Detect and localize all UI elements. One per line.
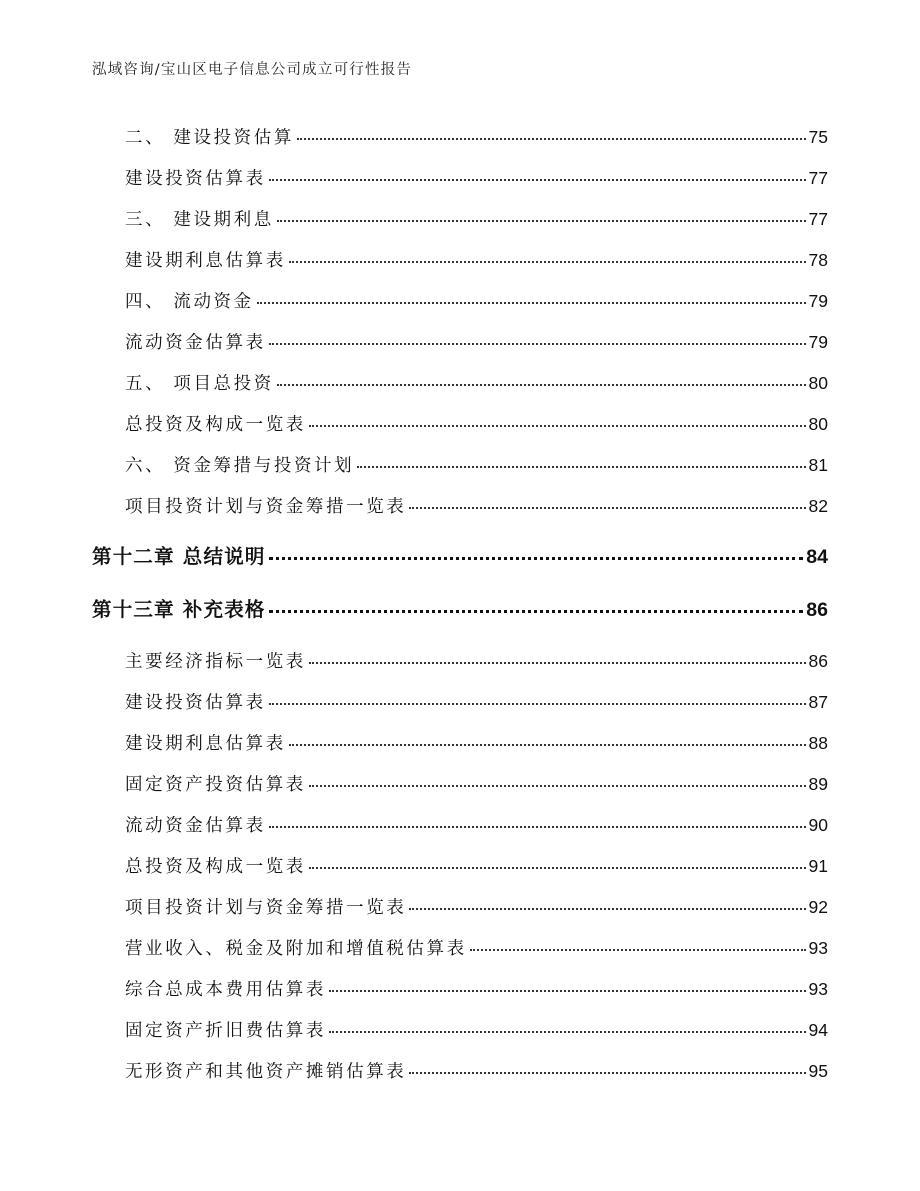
toc-entry-title: 建设投资估算表 [125, 693, 266, 713]
toc-dot-leader [409, 907, 805, 910]
toc-dot-leader [269, 342, 806, 345]
toc-entry-page: 86 [808, 651, 828, 671]
toc-entry-title: 固定资产折旧费估算表 [125, 1021, 326, 1041]
toc-dot-leader [309, 661, 806, 664]
toc-dot-leader [329, 989, 806, 992]
toc-entry-title: 无形资产和其他资产摊销估算表 [125, 1062, 407, 1082]
toc-dot-leader [470, 948, 806, 951]
toc-dot-leader [269, 825, 806, 828]
toc-entry-page: 91 [808, 856, 828, 876]
toc-dot-leader [357, 465, 805, 468]
toc-dot-leader [269, 609, 804, 613]
toc-entry-page: 79 [808, 332, 828, 352]
toc-entry-title: 建设期利息估算表 [125, 734, 286, 754]
toc-chapter-page: 86 [806, 599, 828, 621]
toc-entry-page: 77 [808, 209, 828, 229]
toc-chapter-page: 84 [806, 546, 828, 568]
toc-entry-page: 79 [808, 291, 828, 311]
toc-entry[interactable] [125, 812, 828, 837]
toc-entry[interactable] [125, 771, 828, 796]
toc-entry-page: 89 [808, 774, 828, 794]
toc-dot-leader [257, 301, 806, 304]
toc-dot-leader [269, 178, 806, 181]
toc-entry-title: 五、 项目总投资 [125, 374, 274, 394]
toc-chapter-title: 第十二章 总结说明 [92, 545, 266, 568]
toc-entry-title: 流动资金估算表 [125, 333, 266, 353]
toc-entry-page: 87 [808, 692, 828, 712]
toc-entry-page: 92 [808, 897, 828, 917]
toc-dot-leader [289, 743, 806, 746]
toc-dot-leader [409, 1071, 805, 1074]
toc-entry-title: 四、 流动资金 [125, 292, 254, 312]
toc-entry[interactable] [125, 976, 828, 1001]
toc-entry-page: 90 [808, 815, 828, 835]
toc-dot-leader [277, 219, 806, 222]
toc-entry[interactable] [125, 452, 828, 477]
toc-chapter-title: 第十三章 补充表格 [92, 598, 266, 621]
toc-entry-title: 二、 建设投资估算 [125, 128, 294, 148]
toc-entry[interactable] [125, 1017, 828, 1042]
toc-entry[interactable] [125, 247, 828, 272]
toc-entry[interactable] [125, 206, 828, 231]
toc-entry-title: 综合总成本费用估算表 [125, 980, 326, 1000]
toc-chapter-entry[interactable] [92, 594, 828, 622]
toc-entry-page: 80 [808, 373, 828, 393]
toc-dot-leader [409, 506, 805, 509]
toc-entry[interactable] [125, 370, 828, 395]
toc-entry-page: 88 [808, 733, 828, 753]
toc-entry-page: 78 [808, 250, 828, 270]
toc-dot-leader [309, 866, 806, 869]
toc-entry-title: 三、 建设期利息 [125, 210, 274, 230]
toc-entry-title: 主要经济指标一览表 [125, 652, 306, 672]
toc-dot-leader [329, 1030, 806, 1033]
toc-entry-page: 94 [808, 1020, 828, 1040]
toc-entry[interactable] [125, 935, 828, 960]
toc-dot-leader [297, 137, 806, 140]
toc-entry-page: 93 [808, 938, 828, 958]
toc-dot-leader [269, 702, 806, 705]
toc-dot-leader [269, 556, 804, 560]
toc-entry-title: 六、 资金筹措与投资计划 [125, 456, 355, 476]
toc-entry[interactable] [125, 124, 828, 149]
toc-entry-title: 总投资及构成一览表 [125, 857, 306, 877]
toc-entry-title: 总投资及构成一览表 [125, 415, 306, 435]
page-header: 泓域咨询/宝山区电子信息公司成立可行性报告 [92, 62, 413, 78]
toc-entry[interactable] [125, 165, 828, 190]
toc-entry-page: 80 [808, 414, 828, 434]
toc-entry-title: 建设投资估算表 [125, 169, 266, 189]
toc-entry[interactable] [125, 329, 828, 354]
toc-entry-title: 流动资金估算表 [125, 816, 266, 836]
toc-entry[interactable] [125, 411, 828, 436]
toc-chapter-entry[interactable] [92, 541, 828, 569]
toc-entry[interactable] [125, 689, 828, 714]
toc-entry-title: 项目投资计划与资金筹措一览表 [125, 898, 407, 918]
toc-entry-page: 82 [808, 496, 828, 516]
toc-entry[interactable] [125, 288, 828, 313]
toc-entry[interactable] [125, 730, 828, 755]
toc-entry-page: 77 [808, 168, 828, 188]
toc-entry[interactable] [125, 493, 828, 518]
toc-entry-title: 项目投资计划与资金筹措一览表 [125, 497, 407, 517]
toc-entry[interactable] [125, 1058, 828, 1083]
toc-entry-page: 75 [808, 127, 828, 147]
toc-entry-title: 建设期利息估算表 [125, 251, 286, 271]
toc-entry-title: 营业收入、税金及附加和增值税估算表 [125, 939, 467, 959]
toc-dot-leader [277, 383, 806, 386]
header-rule [92, 82, 828, 83]
toc-entry-title: 固定资产投资估算表 [125, 775, 306, 795]
toc-dot-leader [309, 424, 806, 427]
toc-dot-leader [289, 260, 806, 263]
toc-entry[interactable] [125, 894, 828, 919]
toc-entry[interactable] [125, 853, 828, 878]
toc-dot-leader [309, 784, 806, 787]
toc-entry-page: 93 [808, 979, 828, 999]
toc-entry-page: 95 [808, 1061, 828, 1081]
toc-entry[interactable] [125, 648, 828, 673]
toc-entry-page: 81 [808, 455, 828, 475]
